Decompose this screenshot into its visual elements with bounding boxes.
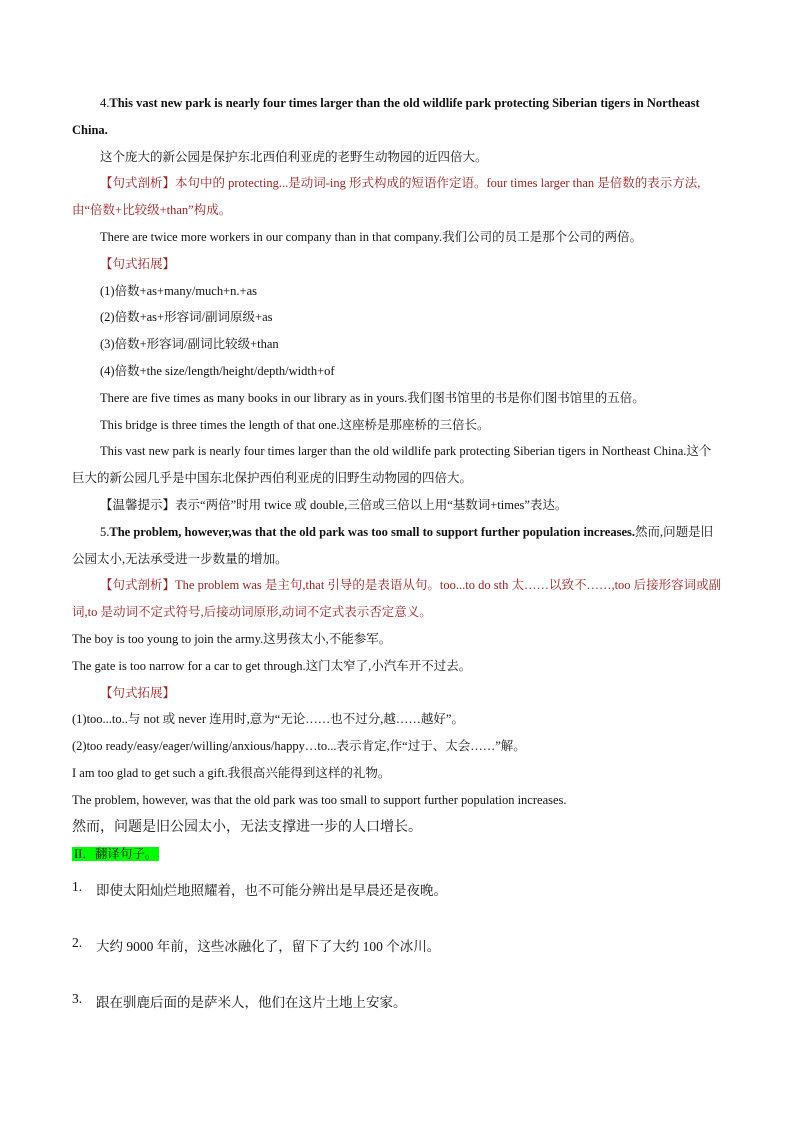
section-title-row <box>72 841 722 868</box>
document-page <box>72 90 722 1011</box>
example-sentence: There are five times as many books in our library as in yours.我们图书馆里的书是你们图书馆里的五倍。 <box>100 390 645 405</box>
expand-item: (2)倍数+as+形容词/副词原级+as <box>100 310 273 325</box>
tip-tag: 【温馨提示】 <box>100 497 176 512</box>
example-sentence: The boy is too young to join the army.这男孩太小,不能参军。 <box>72 631 392 646</box>
example-sentence: The problem, however, was that the old park was too small to support further population increases. <box>72 792 567 807</box>
tip <box>72 492 722 519</box>
question-text: 即使太阳灿烂地照耀着，也不可能分辨出是早晨还是夜晚。 <box>96 883 447 899</box>
expand-item: (4)倍数+the size/length/height/depth/width+of <box>100 363 335 378</box>
expand-tag: 【句式拓展】 <box>100 256 176 271</box>
example-sentence: The gate is too narrow for a car to get through.这门太窄了,小汽车开不过去。 <box>72 658 472 673</box>
example-sentence: This bridge is three times the length of that one.这座桥是那座桥的三倍长。 <box>100 417 490 432</box>
analysis-text: 本句中的 protecting...是动词-ing 形式构成的短语作定语。four times larger than 是倍数的表示方法,由“倍数+比较级+than”构成。 <box>72 176 701 218</box>
sentence-5 <box>72 519 722 573</box>
sentence-english: The problem, however,was that the old park was too small to support further population increases. <box>109 524 635 539</box>
sentence-5-analysis <box>72 572 722 626</box>
example-sentence: This vast new park is nearly four times larger than the old wildlife park protecting Siberian tigers in Northeast China.这个巨大的新公园几乎是中国东北保护西伯利亚虎的旧野生动物园的四倍大。 <box>72 444 712 486</box>
sentence-translation: 然而,问题是旧公园太小,无法承受进一步数量的增加。 <box>72 524 714 566</box>
sentence-4-translation: 这个庞大的新公园是保护东北西伯利亚虎的老野生动物园的近四倍大。 <box>100 149 488 164</box>
analysis-tag: 【句式剖析】 <box>100 578 176 593</box>
expand-item: (3)倍数+形容词/副词比较级+than <box>100 337 279 352</box>
tip-text: 表示“两倍”时用 twice 或 double,三倍或三倍以上用“基数词+times”表达。 <box>175 497 568 512</box>
question-2 <box>72 935 722 955</box>
sentence-number: 4. <box>100 96 110 110</box>
question-number: 1. <box>72 879 83 895</box>
sentence-4-analysis <box>72 170 722 224</box>
sentence-4 <box>72 90 722 144</box>
question-1 <box>72 879 722 899</box>
question-text: 跟在驯鹿后面的是萨米人，他们在这片土地上安家。 <box>96 995 407 1011</box>
example-translation: 然而，问题是旧公园太小，无法支撑进一步的人口增长。 <box>72 819 422 835</box>
question-text: 大约 9000 年前，这些冰融化了，留下了大约 100 个冰川。 <box>96 939 441 955</box>
sentence-english: This vast new park is nearly four times larger than the old wildlife park protecting Siberian tigers in Northeast China. <box>72 96 700 137</box>
example-sentence: I am too glad to get such a gift.我很高兴能得到这样的礼物。 <box>72 765 391 780</box>
expand-item: (2)too ready/easy/eager/willing/anxious/happy…to...表示肯定,作“过于、太会……”解。 <box>72 739 526 754</box>
section-title: II．翻译句子。 <box>74 846 158 861</box>
sentence-number: 5. <box>100 524 110 539</box>
question-number: 2. <box>72 935 83 951</box>
expand-tag: 【句式拓展】 <box>100 685 176 700</box>
question-3 <box>72 991 722 1011</box>
expand-item: (1)倍数+as+many/much+n.+as <box>100 283 257 298</box>
example-sentence: There are twice more workers in our company than in that company.我们公司的员工是那个公司的两倍。 <box>100 229 643 244</box>
expand-item: (1)too...to..与 not 或 never 连用时,意为“无论……也不过分,越……越好”。 <box>72 712 464 727</box>
question-number: 3. <box>72 991 83 1007</box>
analysis-text: The problem was 是主句,that 引导的是表语从句。too...to do sth 太……以致不……,too 后接形容词或副词,to 是动词不定式符号,后接动词原形,动词不定式表示否定意义。 <box>72 578 722 620</box>
analysis-tag: 【句式剖析】 <box>100 176 176 191</box>
